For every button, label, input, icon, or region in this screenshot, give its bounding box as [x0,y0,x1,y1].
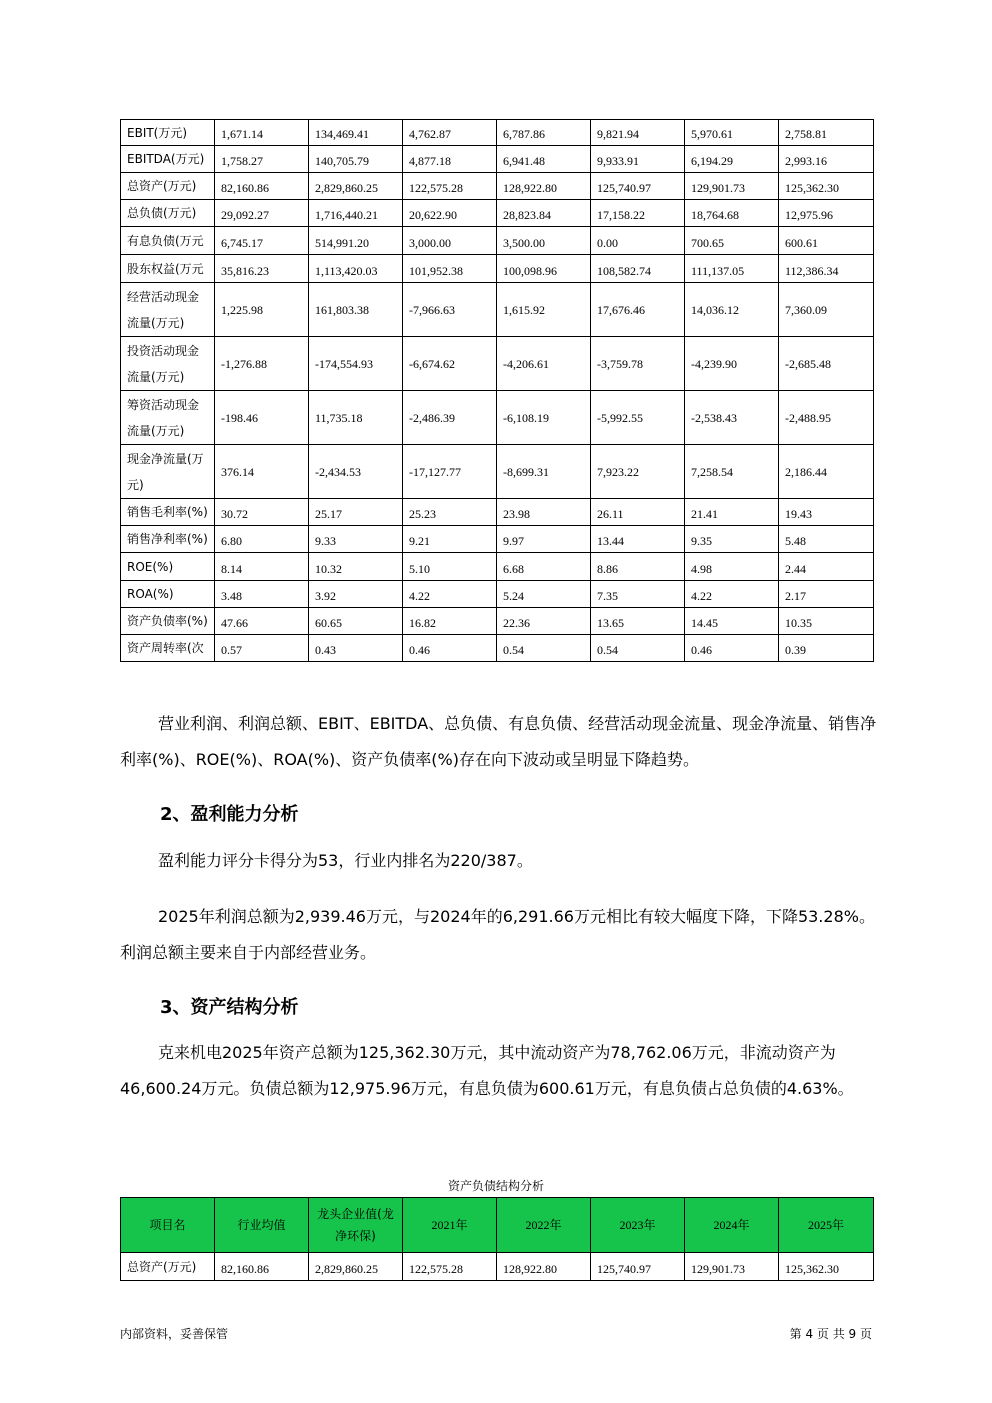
table-cell: 11,735.18 [309,391,403,445]
table-cell: 17,676.46 [591,283,685,337]
table-cell: 1,225.98 [215,283,309,337]
table-cell: -2,434.53 [309,445,403,499]
table-cell: 14.45 [685,608,779,635]
asset-paragraph: 克来机电2025年资产总额为125,362.30万元，其中流动资产为78,762.06万元，非流动资产为46,600.24万元。负债总额为12,975.96万元，有息负债为600.61万元，有息负债占总负债的4.63%。 [120,1043,854,1098]
row-label: 筹资活动现金流量(万元) [121,391,215,445]
table-cell: 6,787.86 [497,120,591,146]
row-label: 资产负债率(%) [121,608,215,635]
row-label: ROA(%) [121,581,215,608]
table-cell: 3,500.00 [497,227,591,255]
table-cell: 3.48 [215,581,309,608]
table-cell: 0.46 [685,635,779,662]
table-cell: 18,764.68 [685,200,779,227]
table-cell: 8.86 [591,553,685,581]
table-row [121,499,874,526]
table-cell: 2,829,860.25 [309,173,403,200]
table-cell: 129,901.73 [685,1253,779,1281]
table-cell: 125,362.30 [779,1253,874,1281]
column-header: 2022年 [497,1198,591,1253]
balance-structure-table [120,1197,874,1281]
table-cell: 2.17 [779,581,874,608]
table-cell: 0.00 [591,227,685,255]
row-label: 总资产(万元) [121,1253,215,1281]
table-row [121,553,874,581]
table-cell: 35,816.23 [215,255,309,283]
trend-paragraph: 营业利润、利润总额、EBIT、EBITDA、总负债、有息负债、经营活动现金流量、现金净流量、销售净利率(%)、ROE(%)、ROA(%)、资产负债率(%)存在向下波动或呈明显下降趋势。 [120,714,877,769]
table-cell: 129,901.73 [685,173,779,200]
table-cell: 0.57 [215,635,309,662]
table-row [121,526,874,553]
table-cell: -5,992.55 [591,391,685,445]
table-cell: 9,933.91 [591,146,685,173]
table-cell: 1,615.92 [497,283,591,337]
financial-indicators-table [120,119,874,662]
table-cell: 9.35 [685,526,779,553]
table-row [121,200,874,227]
table-cell: 108,582.74 [591,255,685,283]
table-cell: 6,745.17 [215,227,309,255]
table-cell: 125,740.97 [591,173,685,200]
table-cell: 4,877.18 [403,146,497,173]
column-header: 项目名 [121,1198,215,1253]
table-row [121,337,874,391]
table-cell: -2,488.95 [779,391,874,445]
table-cell: 82,160.86 [215,1253,309,1281]
section-heading-asset-structure: 3、资产结构分析 [160,997,299,1018]
column-header: 2023年 [591,1198,685,1253]
table-cell: 700.65 [685,227,779,255]
row-label: 销售净利率(%) [121,526,215,553]
table-cell: 125,362.30 [779,173,874,200]
table-cell: 4.98 [685,553,779,581]
table-cell: 0.54 [591,635,685,662]
table-row [121,608,874,635]
table-cell: 5.10 [403,553,497,581]
column-header: 2024年 [685,1198,779,1253]
table-cell: 5.48 [779,526,874,553]
table-cell: 2,829,860.25 [309,1253,403,1281]
row-label: ROE(%) [121,553,215,581]
row-label: 总资产(万元) [121,173,215,200]
table-cell: 3.92 [309,581,403,608]
table-cell: -8,699.31 [497,445,591,499]
table-cell: 0.46 [403,635,497,662]
table-cell: 6.68 [497,553,591,581]
table-cell: 7,360.09 [779,283,874,337]
table-cell: 4,762.87 [403,120,497,146]
table-cell: -7,966.63 [403,283,497,337]
table-cell: 161,803.38 [309,283,403,337]
column-header: 2021年 [403,1198,497,1253]
table-cell: 19.43 [779,499,874,526]
footer-confidential-note: 内部资料，妥善保管 [120,1327,229,1341]
table-cell: 9.33 [309,526,403,553]
table-cell: 29,092.27 [215,200,309,227]
table-row [121,146,874,173]
table-cell: 2.44 [779,553,874,581]
table-cell: 10.32 [309,553,403,581]
row-label: EBIT(万元) [121,120,215,146]
table-cell: 6.80 [215,526,309,553]
table-cell: -2,486.39 [403,391,497,445]
table-cell: 600.61 [779,227,874,255]
table-cell: 100,098.96 [497,255,591,283]
table-row [121,635,874,662]
table-cell: 112,386.34 [779,255,874,283]
table-cell: 25.23 [403,499,497,526]
table-row [121,1253,874,1281]
table-cell: 8.14 [215,553,309,581]
table-row [121,581,874,608]
table-cell: 4.22 [685,581,779,608]
table-cell: 3,000.00 [403,227,497,255]
table-cell: 7.35 [591,581,685,608]
table-cell: 9.21 [403,526,497,553]
table-cell: -6,674.62 [403,337,497,391]
table-cell: 140,705.79 [309,146,403,173]
column-header: 2025年 [779,1198,874,1253]
row-label: 经营活动现金流量(万元) [121,283,215,337]
row-label: EBITDA(万元) [121,146,215,173]
table-cell: 26.11 [591,499,685,526]
table-cell: -2,685.48 [779,337,874,391]
table-cell: 60.65 [309,608,403,635]
table-cell: -2,538.43 [685,391,779,445]
table-cell: 514,991.20 [309,227,403,255]
table-cell: 9.97 [497,526,591,553]
table-cell: 1,716,440.21 [309,200,403,227]
table-cell: -17,127.77 [403,445,497,499]
table-cell: 0.43 [309,635,403,662]
table-cell: 20,622.90 [403,200,497,227]
table-cell: -4,239.90 [685,337,779,391]
table-cell: 1,113,420.03 [309,255,403,283]
table-caption: 资产负债结构分析 [447,1179,544,1193]
table-cell: 5.24 [497,581,591,608]
table-cell: 2,758.81 [779,120,874,146]
row-label: 有息负债(万元 [121,227,215,255]
table-cell: 111,137.05 [685,255,779,283]
table-cell: 82,160.86 [215,173,309,200]
table-cell: 13.65 [591,608,685,635]
table-cell: 2,993.16 [779,146,874,173]
table-cell: 14,036.12 [685,283,779,337]
table-cell: 9,821.94 [591,120,685,146]
table-cell: 17,158.22 [591,200,685,227]
row-label: 现金净流量(万元) [121,445,215,499]
table-cell: 4.22 [403,581,497,608]
row-label: 总负债(万元) [121,200,215,227]
table-cell: 47.66 [215,608,309,635]
table-cell: 1,758.27 [215,146,309,173]
table-cell: -1,276.88 [215,337,309,391]
table-cell: 125,740.97 [591,1253,685,1281]
table-cell: 16.82 [403,608,497,635]
table-row [121,283,874,337]
footer-page-number: 第 4 页 共 9 页 [789,1327,872,1341]
table-cell: 23.98 [497,499,591,526]
table-cell: -198.46 [215,391,309,445]
table-cell: -174,554.93 [309,337,403,391]
table-cell: 10.35 [779,608,874,635]
table-row [121,227,874,255]
table-cell: 12,975.96 [779,200,874,227]
table-cell: -6,108.19 [497,391,591,445]
table-cell: 128,922.80 [497,1253,591,1281]
table-cell: 122,575.28 [403,1253,497,1281]
table-cell: 6,941.48 [497,146,591,173]
profit-paragraph: 2025年利润总额为2,939.46万元，与2024年的6,291.66万元相比有较大幅度下降，下降53.28%。利润总额主要来自于内部经营业务。 [120,907,875,962]
table-row [121,445,874,499]
table-cell: 28,823.84 [497,200,591,227]
table-cell: 6,194.29 [685,146,779,173]
table-cell: 25.17 [309,499,403,526]
table-cell: -3,759.78 [591,337,685,391]
score-paragraph: 盈利能力评分卡得分为53，行业内排名为220/387。 [158,851,533,870]
table-cell: 5,970.61 [685,120,779,146]
column-header: 龙头企业值(龙净环保) [309,1198,403,1253]
table-cell: 2,186.44 [779,445,874,499]
table-row [121,120,874,146]
table-row [121,173,874,200]
row-label: 销售毛利率(%) [121,499,215,526]
table-cell: 122,575.28 [403,173,497,200]
section-heading-profitability: 2、盈利能力分析 [160,804,299,825]
table-header-row [121,1198,874,1253]
table-cell: 21.41 [685,499,779,526]
table-cell: 7,923.22 [591,445,685,499]
table-row [121,391,874,445]
table-cell: 0.39 [779,635,874,662]
table-cell: 1,671.14 [215,120,309,146]
row-label: 股东权益(万元 [121,255,215,283]
table-cell: 30.72 [215,499,309,526]
row-label: 投资活动现金流量(万元) [121,337,215,391]
table-cell: 376.14 [215,445,309,499]
table-cell: 7,258.54 [685,445,779,499]
table-cell: 13.44 [591,526,685,553]
table-row [121,255,874,283]
column-header: 行业均值 [215,1198,309,1253]
table-cell: 101,952.38 [403,255,497,283]
table-cell: 0.54 [497,635,591,662]
table-cell: -4,206.61 [497,337,591,391]
table-cell: 134,469.41 [309,120,403,146]
table-cell: 22.36 [497,608,591,635]
table-cell: 128,922.80 [497,173,591,200]
row-label: 资产周转率(次 [121,635,215,662]
